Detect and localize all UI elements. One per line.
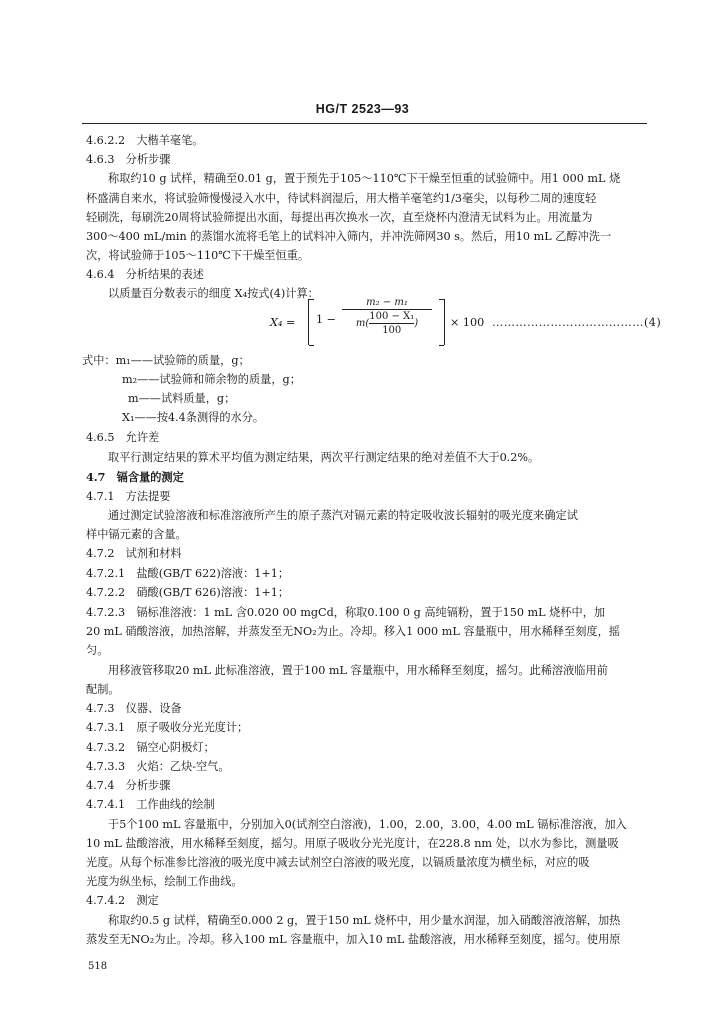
paragraph-line: 用移液管移取20 mL 此标准溶液，置于100 mL 容量瓶中，用水稀释至刻度，摇匀。此稀溶液临用前 bbox=[108, 664, 608, 677]
formula-den-suffix: ) bbox=[414, 318, 419, 329]
header-rule bbox=[82, 123, 647, 124]
formula-inner-numerator: 100 − X₁ bbox=[369, 311, 415, 322]
paragraph-line: 于5个100 mL 容量瓶中，分别加入0(试剂空白溶液)，1.00，2.00，3.00，4.00 mL 镉标准溶液，加入 bbox=[108, 818, 627, 831]
paragraph-line: 样中镉元素的含量。 bbox=[86, 528, 187, 541]
paragraph-line: 配制。 bbox=[86, 683, 120, 696]
where-line: 式中：m₁——试验筛的质量，g； bbox=[82, 354, 250, 367]
formula-denominator bbox=[342, 310, 432, 337]
paragraph-line: 4.7.3.3 火焰：乙炔-空气。 bbox=[86, 760, 230, 773]
paragraph-line: 蒸发至无NO₂为止。冷却。移入100 mL 容量瓶中，加入10 mL 盐酸溶液，用水稀释至刻度，摇匀。使用原 bbox=[86, 933, 621, 946]
paragraph-line: 光度为纵坐标，绘制工作曲线。 bbox=[86, 875, 243, 888]
paragraph-line: 4.7.2.1 盐酸(GB/T 622)溶液：1+1； bbox=[86, 567, 290, 580]
section-heading: 4.7.2 试剂和材料 bbox=[86, 547, 182, 560]
paragraph-line: 4.7.3.1 原子吸收分光光度计； bbox=[86, 721, 249, 734]
paragraph-line: 称取约10 g 试样，精确至0.01 g，置于预先于105～110℃下干燥至恒重的试验筛中。用1 000 mL 烧 bbox=[108, 172, 621, 185]
formula-lhs: X₄ = bbox=[270, 316, 296, 329]
section-heading: 4.7.1 方法提要 bbox=[86, 490, 171, 503]
paragraph-line: 匀。 bbox=[86, 644, 109, 657]
paragraph-line: 光度。从每个标准参比溶液的吸光度中减去试剂空白溶液的吸光度，以镉质量浓度为横坐标，对应的吸 bbox=[86, 856, 590, 869]
section-heading: 4.6.4 分析结果的表述 bbox=[86, 268, 204, 281]
paragraph-line: 杯盛满自来水，将试验筛慢慢浸入水中，待试料润湿后，用大楷羊毫笔约1/3毫尖，以每秒二周的速度轻 bbox=[86, 192, 597, 205]
paragraph-line: 4.7.2.3 镉标准溶液：1 mL 含0.020 00 mgCd，称取0.100 0 g 高纯镉粉，置于150 mL 烧杯中，加 bbox=[86, 606, 606, 619]
paragraph-line: 300～400 mL/min 的蒸馏水流将毛笔上的试料冲入筛内，并冲洗筛网30 s。然后，用10 mL 乙醇冲洗一 bbox=[86, 230, 612, 243]
page-header: HG/T 2523—93 bbox=[315, 102, 410, 116]
section-heading: 4.6.2.2 大楷羊毫笔。 bbox=[86, 134, 204, 147]
paragraph-line: 轻刷洗，每刷洗20周将试验筛提出水面，每提出再次换水一次，直至烧杯内澄清无试料为止。用流量为 bbox=[86, 211, 593, 224]
paragraph-line: 取平行测定结果的算术平均值为测定结果，两次平行测定结果的绝对差值不大于0.2%。 bbox=[108, 451, 540, 464]
section-heading: 4.6.3 分析步骤 bbox=[86, 153, 171, 166]
paragraph-line: 4.7.3.2 镉空心阴极灯； bbox=[86, 741, 215, 754]
fineness-formula bbox=[270, 296, 662, 352]
where-line: X₁——按4.4条测得的水分。 bbox=[122, 411, 265, 424]
section-heading: 4.7 镉含量的测定 bbox=[86, 470, 184, 484]
paragraph-line: 20 mL 硝酸溶液，加热溶解，并蒸发至无NO₂为止。冷却。移入1 000 mL 容量瓶中，用水稀释至刻度，摇 bbox=[86, 625, 620, 638]
paragraph-line: 次，将试验筛于105～110℃下干燥至恒重。 bbox=[86, 249, 310, 262]
section-heading: 4.6.5 允许差 bbox=[86, 431, 160, 444]
formula-inner-denominator: 100 bbox=[382, 325, 402, 336]
section-heading: 4.7.4 分析步骤 bbox=[86, 779, 171, 792]
section-heading: 4.7.4.2 测定 bbox=[86, 894, 159, 907]
paragraph-line: 10 mL 盐酸溶液，用水稀释至刻度，摇匀。用原子吸收分光光度计，在228.8 nm 处，以水为参比，测量吸 bbox=[86, 837, 619, 850]
paragraph-line: 称取约0.5 g 试样，精确至0.000 2 g，置于150 mL 烧杯中，用少量水润湿，加入硝酸溶液溶解，加热 bbox=[108, 914, 621, 927]
formula-den-prefix: m( bbox=[355, 318, 370, 329]
formula-inner-fraction bbox=[369, 310, 414, 337]
formula-tail: × 100 bbox=[450, 316, 485, 329]
section-heading: 4.7.3 仪器、设备 bbox=[86, 702, 182, 715]
formula-fraction bbox=[342, 296, 432, 337]
formula-one: 1 − bbox=[316, 313, 337, 326]
paragraph-line: 通过测定试验溶液和标准溶液所产生的原子蒸汽对镉元素的特定吸收波长辐射的吸光度来确定试 bbox=[108, 509, 578, 522]
where-line: m——试料质量，g； bbox=[128, 392, 236, 405]
paragraph-line: 以质量百分数表示的细度 X₄按式(4)计算： bbox=[108, 287, 319, 300]
formula-number: …………………………………(4) bbox=[492, 316, 662, 329]
section-heading: 4.7.4.1 工作曲线的绘制 bbox=[86, 798, 215, 811]
where-line: m₂——试验筛和筛余物的质量，g； bbox=[122, 373, 301, 386]
page-number: 518 bbox=[88, 961, 108, 972]
paragraph-line: 4.7.2.2 硝酸(GB/T 626)溶液：1+1； bbox=[86, 586, 290, 599]
formula-numerator: m₂ − m₁ bbox=[342, 296, 432, 310]
